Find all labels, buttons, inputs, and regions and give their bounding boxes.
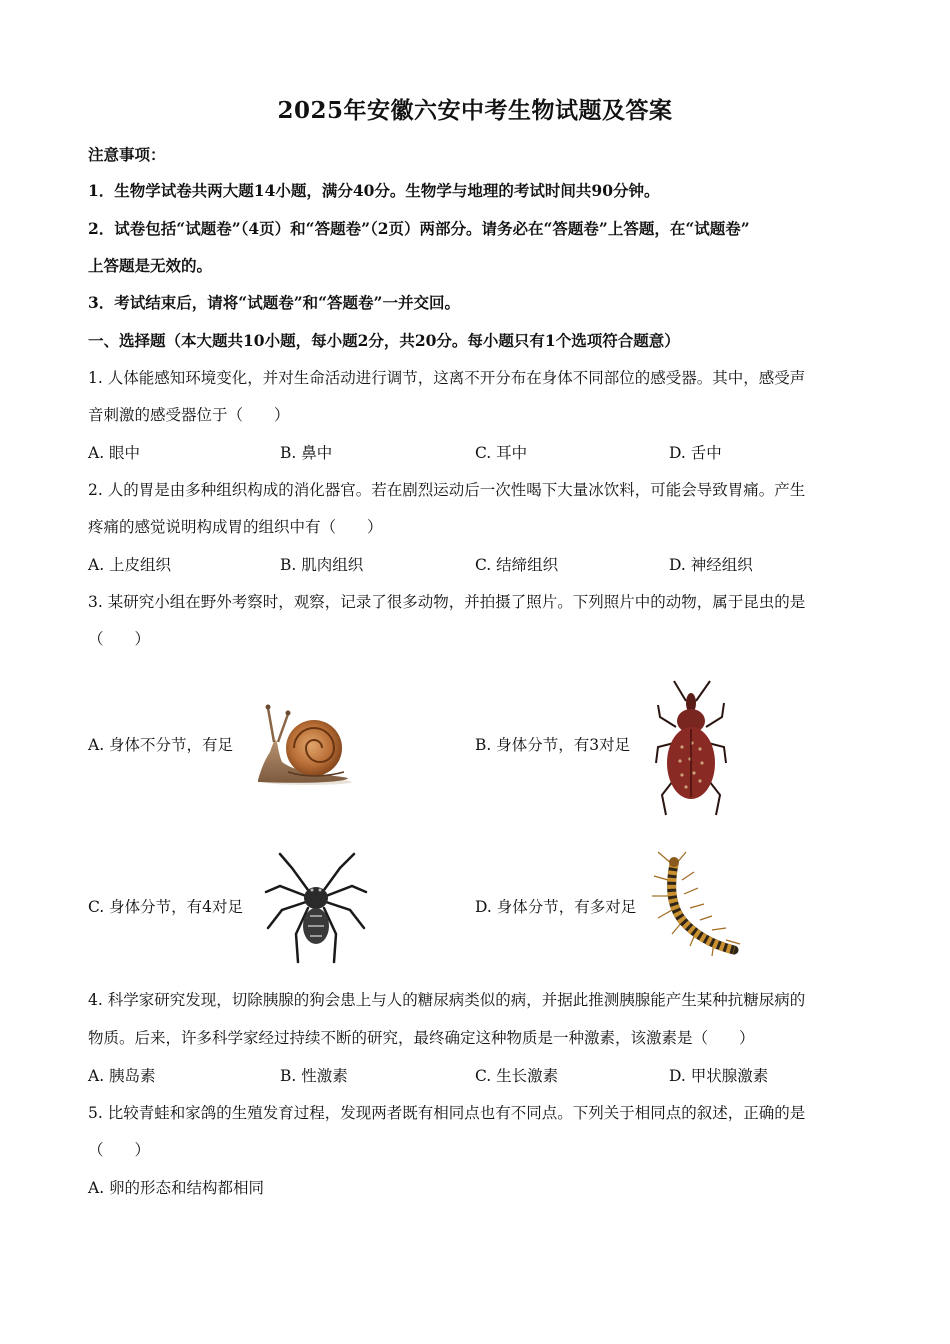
weevil-photo-icon — [652, 677, 730, 819]
question-1-line-1: 1. 人体能感知环境变化，并对生命活动进行调节，这离不开分布在身体不同部位的感受器。其中，感受声 — [88, 369, 806, 387]
note-1: 1．生物学试卷共两大题14小题，满分40分。生物学与地理的考试时间共90分钟。 — [88, 181, 660, 200]
option-b: B. 鼻中 — [280, 444, 333, 462]
question-5-line-1: 5. 比较青蛙和家鸽的生殖发育过程，发现两者既有相同点也有不同点。下列关于相同点的叙述，正确的是 — [88, 1104, 806, 1122]
option-c: C. 结缔组织 — [475, 556, 559, 574]
question-5-line-2: （ ） — [88, 1141, 151, 1159]
question-2-options — [88, 555, 868, 575]
option-d: D. 身体分节，有多对足 — [475, 898, 637, 916]
option-c: C. 身体分节，有4对足 — [88, 898, 244, 916]
option-a: A. 胰岛素 — [88, 1067, 156, 1085]
option-b: B. 肌肉组织 — [280, 556, 364, 574]
section-1-heading: 一、选择题（本大题共10小题，每小题2分，共20分。每小题只有1个选项符合题意） — [88, 331, 680, 350]
note-2-line-2: 上答题是无效的。 — [88, 256, 213, 275]
option-c: C. 生长激素 — [475, 1067, 559, 1085]
page-title: 2025年安徽六安中考生物试题及答案 — [277, 97, 673, 124]
option-d: D. 舌中 — [669, 444, 722, 462]
option-a: A. 眼中 — [88, 444, 141, 462]
notes-heading: 注意事项： — [88, 145, 166, 164]
question-4-options — [88, 1066, 868, 1086]
option-d: D. 甲状腺激素 — [669, 1067, 769, 1085]
option-a: A. 卵的形态和结构都相同 — [88, 1179, 265, 1197]
note-3: 3．考试结束后，请将“试题卷”和“答题卷”一并交回。 — [88, 293, 460, 312]
option-b: B. 身体分节，有3对足 — [475, 736, 631, 754]
spider-photo-icon — [262, 850, 370, 968]
option-d: D. 神经组织 — [669, 556, 753, 574]
option-a: A. 身体不分节，有足 — [88, 736, 234, 754]
question-3-line-2: （ ） — [88, 630, 151, 648]
question-3-line-1: 3. 某研究小组在野外考察时，观察，记录了很多动物，并拍摄了照片。下列照片中的动物，属于昆虫的是 — [88, 593, 806, 611]
option-b: B. 性激素 — [280, 1067, 348, 1085]
centipede-photo-icon — [648, 850, 744, 968]
note-2-line-1: 2．试卷包括“试题卷”（4页）和“答题卷”（2页）两部分。请务必在“答题卷”上答题，在“试题卷” — [88, 219, 750, 238]
question-4-line-1: 4. 科学家研究发现，切除胰腺的狗会患上与人的糖尿病类似的病，并据此推测胰腺能产生某种抗糖尿病的 — [88, 991, 806, 1009]
question-2-line-2: 疼痛的感觉说明构成胃的组织中有（ ） — [88, 518, 383, 536]
option-a: A. 上皮组织 — [88, 556, 172, 574]
question-1-line-2: 音刺激的感受器位于（ ） — [88, 406, 290, 424]
option-c: C. 耳中 — [475, 444, 528, 462]
snail-photo-icon — [248, 700, 352, 786]
question-2-line-1: 2. 人的胃是由多种组织构成的消化器官。若在剧烈运动后一次性喝下大量冰饮料，可能会导致胃痛。产生 — [88, 481, 806, 499]
question-1-options — [88, 443, 868, 463]
question-4-line-2: 物质。后来，许多科学家经过持续不断的研究，最终确定这种物质是一种激素，该激素是（ ） — [88, 1029, 755, 1047]
